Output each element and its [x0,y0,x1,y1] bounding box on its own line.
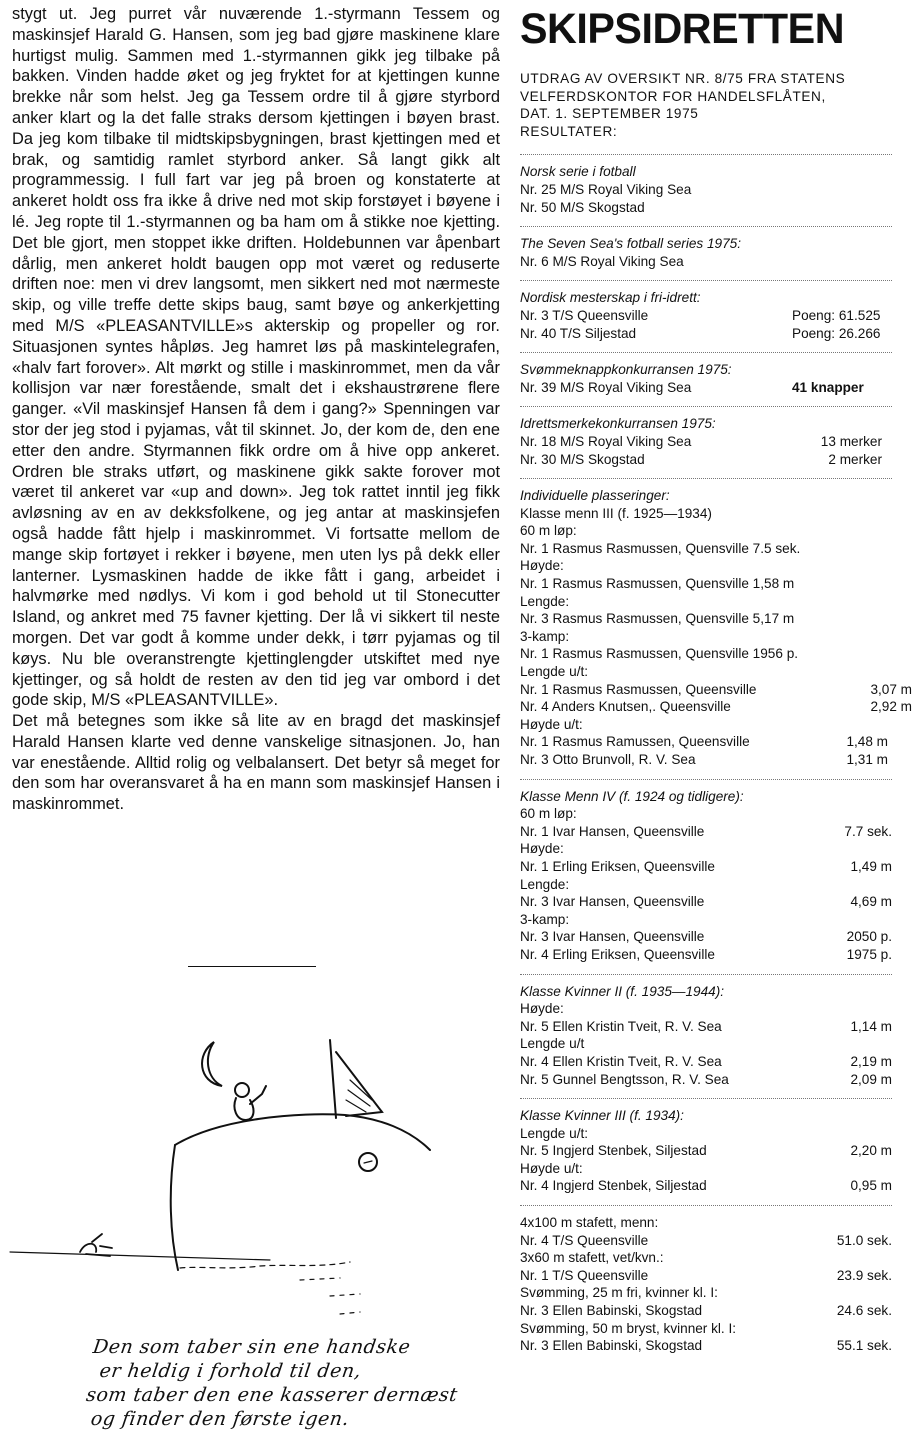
result-row: Nr. 25 M/S Royal Viking Sea [520,181,692,197]
story-column [12,4,500,815]
result-row [520,733,912,751]
event-label: 60 m løp: [520,523,577,539]
result-value: 1,14 m [850,1018,892,1034]
section-heading: Idrettsmerkekonkurransen 1975: [520,416,716,432]
result-text: Nr. 18 M/S Royal Viking Sea [520,433,692,449]
svomme-section [520,361,912,396]
story-paragraph: stygt ut. Jeg purret vår nuværende 1.-styrmann Tessem og maskinsjef Harald G. Hansen, som jeg bad gjøre maskinene klare hurtigst mulig. Sammen med 1.-styrmannen gikk jeg tilbake på bakken. Vinden hadde øket og jeg fryktet for at kjettingen kunne brekke når som helst. Jeg ga Tessem ordre til å gjøre styrbord anker klart og la det falle straks dersom kjettingen i bøyen brast. Da jeg kom tilbake til midtskipsbygningen, brast kjettingen med et brak, og samtidig ramlet styrbord anker. Så langt gikk alt programmessig. I full fart var jeg på broen og konstaterte at ankeret holdt oss fra ikke å drive ned mot skip forstøyet i bøyene i lé. Jeg ropte til 1.-styrmannen og ba ham om å stikke noe kjetting. Det ble gjort, men stoppet ikke driften. Holdebunnen var åpenbart dårlig, men ankeret holdt baugen opp mot været og reduserte driften noe: men vi drev langsomt, men sikkert ned mot nærmeste skip, og ville treffe dette skips baug, samt bøye og ankerkjetting med M/S «PLEASANTVILLE»s akterskip og propeller og ror. Situasjonen syntes håpløs. Jeg hamret løs på maskintelegrafen, «halv fart forover». Alt mørkt og stille i maskinrommet, men da vår kollisjon var nær forestående, smalt det i ekshaustrørene flere ganger. «Vil maskinsjef Hansen få dem i gang?» Spenningen var stor der jeg stod i pyjamas, våt til skinnet. Jo, der kom de, den ene etter den andre. Styrmannen fikk ordre om å hive opp ankeret. Ordren ble straks utført, og maskinene gikk sakte forover mot været til ankeret var «up and down». Jeg tok rattet inntil jeg fikk avløsning av en av dekksfolkene, og jeg antar at maskinsjefen også hadde fått hjelp i maskinrommet. Vi fortsatte mellom de mange skip fortøyet i rekker i bøyene, men uten lys på dekk eller lanterner. Lysmaskinen hadde de ikke fått i gang, arbeidet i halvmørke med nødlys. Vi kom i god behold ut til Stonecutter Island, og ankret med 75 favner kjetting. Der lå vi sikkert til neste morgen. Det var godt å komme under dekk, i tørr pyjamas og til køys. Nu ble overanstrengte kjettinglengder utskiftet med nye kjettinger, og så holdt de resten av den tid jeg var ombord i det gode skip, M/S «PLEASANTVILLE». [12,5,500,710]
event-label: 3-kamp: [520,911,570,927]
section-title: SKIPSIDRETTEN [520,5,845,53]
intro-line: RESULTATER: [520,123,618,139]
result-text: Nr. 4 Ellen Kristin Tveit, R. V. Sea [520,1053,722,1069]
story-paragraph: Det må betegnes som ikke så lite av en bragd det maskinsjef Harald Hansen klarte ved denne vanskelige sitnasjonen. Jo, han var enestående. Alltid rolig og velbalansert. Det betyr så meget for den som har overansvaret å ha en mann som maskinsjef Hansen i maskinrommet. [12,712,500,814]
dotted-separator [520,1205,892,1206]
result-text: Nr. 3 T/S Queensville [520,307,649,323]
result-value: 2,92 m [870,699,912,715]
event-label: Lengde u/t: [520,1125,589,1141]
result-value: 1,48 m [846,734,888,750]
event-label: Høyde: [520,1001,564,1017]
section-heading: The Seven Sea's fotball series 1975: [520,236,741,252]
event-label: Lengde u/t: [520,664,589,680]
result-row [520,946,912,964]
kvinner-iii-section [520,1107,912,1195]
class-label: Klasse menn III (f. 1925—1934) [520,505,712,521]
result-value: 1,49 m [850,858,892,874]
event-label: Lengde u/t [520,1036,585,1052]
result-row [520,858,912,876]
result-row: Nr. 6 M/S Royal Viking Sea [520,253,684,269]
result-value: Poeng: 26.266 [792,325,881,341]
sailor-body [234,1098,253,1120]
result-text: Nr. 3 Ivar Hansen, Queensville [520,894,705,910]
intro-line: DAT. 1. SEPTEMBER 1975 [520,106,699,122]
result-text: Nr. 3 Otto Brunvoll, R. V. Sea [520,752,696,767]
result-value: 1,31 m [846,752,888,767]
result-value: 7.7 sek. [844,823,892,839]
dotted-separator [520,974,892,975]
result-value: 2,09 m [850,1071,892,1087]
result-row [520,893,912,911]
result-row [520,1337,912,1355]
intro-line: VELFERDSKONTOR FOR HANDELSFLÅTEN, [520,88,826,104]
event-label: 60 m løp: [520,806,577,822]
event-label: Høyde u/t: [520,716,583,732]
dotted-separator [520,1098,892,1099]
dotted-separator [520,478,892,479]
idrettsmerke-section [520,415,912,468]
result-text: Nr. 1 Rasmus Rasmussen, Queensville [520,681,757,697]
result-row [520,1071,912,1089]
dotted-separator [520,779,892,780]
seven-seas-section [520,235,912,270]
result-row [520,681,912,699]
result-value: 2,20 m [850,1143,892,1159]
result-row [520,1018,912,1036]
result-text: Nr. 1 Rasmus Ramussen, Queensville [520,734,750,750]
event-label: Høyde: [520,558,564,574]
dotted-separator [520,154,892,155]
result-text: Nr. 4 Erling Eriksen, Queensville [520,946,715,962]
section-heading: Klasse Menn IV (f. 1924 og tidligere): [520,788,744,804]
result-value: 23.9 sek. [836,1267,892,1283]
caption-line: Den som taber sin ene handske [91,1336,412,1358]
story-divider [188,966,316,967]
section-heading: Individuelle plasseringer: [520,488,670,504]
event-label: Svømming, 25 m fri, kvinner kl. I: [520,1285,718,1301]
caption-line: er heldig i forhold til den, [98,1360,363,1382]
intro-line: UTDRAG AV OVERSIKT NR. 8/75 FRA STATENS [520,71,846,86]
dotted-separator [520,226,892,227]
result-row [520,751,912,769]
result-value: 55.1 sek. [836,1338,892,1354]
section-heading: Nordisk mesterskap i fri-idrett: [520,290,701,306]
result-text: Nr. 1 Ivar Hansen, Queensville [520,823,705,839]
result-text: Nr. 30 M/S Skogstad [520,451,645,467]
fotball-section [520,163,912,216]
result-value: 13 merker [820,433,882,449]
result-value: Poeng: 61.525 [792,307,881,323]
result-text: Nr. 5 Gunnel Bengtsson, R. V. Sea [520,1071,729,1087]
individuelle-section [520,487,912,769]
result-text: Nr. 39 M/S Royal Viking Sea [520,379,692,395]
result-value: 3,07 m [870,681,912,697]
result-text: Nr. 5 Ellen Kristin Tveit, R. V. Sea [520,1018,722,1034]
dotted-separator [520,280,892,281]
result-value: 41 knapper [792,379,864,395]
result-value: 2,19 m [850,1053,892,1069]
result-row: Nr. 3 Rasmus Rasmussen, Quensville 5,17 m [520,611,795,627]
result-row [520,307,912,325]
result-row [520,433,912,451]
section-heading: Klasse Kvinner III (f. 1934): [520,1108,684,1124]
result-row [520,1302,912,1320]
event-label: Svømming, 50 m bryst, kvinner kl. I: [520,1320,737,1336]
result-row [520,451,912,469]
result-text: Nr. 4 T/S Queensville [520,1232,649,1248]
sail [336,1052,382,1116]
result-value: 0,95 m [850,1178,892,1194]
result-row [520,1053,912,1071]
ship-hull [175,1114,430,1150]
result-value: 1975 p. [846,946,892,962]
sailor-head [235,1083,249,1097]
dotted-separator [520,352,892,353]
horizon-waterline [10,1252,270,1260]
ship-bow-front [171,1145,178,1270]
result-row [520,325,912,343]
result-text: Nr. 4 Ingjerd Stenbek, Siljestad [520,1178,707,1194]
result-text: Nr. 3 Ellen Babinski, Skogstad [520,1303,703,1319]
result-text: Nr. 40 T/S Siljestad [520,325,637,341]
result-text: Nr. 1 Erling Eriksen, Queensville [520,858,715,874]
cartoon-caption [81,1335,504,1431]
result-value: 4,69 m [850,894,892,910]
menn-iv-section [520,788,912,964]
result-row [520,1232,912,1250]
swimmer-in-water [80,1234,112,1256]
caption-line: som taber den ene kasserer dernæst [84,1384,460,1406]
kvinner-ii-section [520,983,912,1089]
result-text: Nr. 5 Ingjerd Stenbek, Siljestad [520,1143,707,1159]
results-column [520,6,912,1365]
result-row: Nr. 1 Rasmus Rasmussen, Quensville 7.5 sek. [520,540,801,556]
result-text: Nr. 3 Ellen Babinski, Skogstad [520,1338,703,1354]
event-label: Lengde: [520,876,570,892]
caption-line: og finder den første igen. [89,1408,351,1430]
result-text: Nr. 4 Anders Knutsen,. Queensville [520,699,731,715]
result-row: Nr. 50 M/S Skogstad [520,199,645,215]
nordisk-section [520,289,912,342]
result-value: 2 merker [828,451,882,467]
story-text [12,4,500,815]
moon-icon [202,1042,222,1086]
stafett-section [520,1214,912,1355]
section-heading: Svømmeknappkonkurransen 1975: [520,362,732,378]
result-row: Nr. 1 Rasmus Rasmussen, Quensville 1956 p. [520,646,799,662]
intro-block [520,70,912,140]
result-value: 51.0 sek. [836,1232,892,1248]
sailor-arm [250,1086,266,1104]
event-label: Høyde: [520,841,564,857]
event-label: 3-kamp: [520,628,570,644]
result-row [520,1267,912,1285]
result-row: Nr. 1 Rasmus Rasmussen, Quensville 1,58 m [520,576,795,592]
result-row [520,823,912,841]
result-text: Nr. 1 T/S Queensville [520,1267,649,1283]
result-text: Nr. 3 Ivar Hansen, Queensville [520,929,705,945]
section-heading: Klasse Kvinner II (f. 1935—1944): [520,983,725,999]
result-row [520,379,912,397]
section-heading: Norsk serie i fotball [520,164,636,180]
result-row [520,928,912,946]
result-value: 2050 p. [846,929,892,945]
event-label: Høyde u/t: [520,1160,583,1176]
result-row [520,1142,912,1160]
result-row [520,1177,912,1195]
ship-cartoon-illustration [0,1020,495,1350]
event-label: 3x60 m stafett, vet/kvn.: [520,1250,664,1266]
dotted-separator [520,406,892,407]
result-row [520,698,912,716]
event-label: 4x100 m stafett, menn: [520,1215,659,1231]
result-value: 24.6 sek. [836,1303,892,1319]
event-label: Lengde: [520,593,570,609]
